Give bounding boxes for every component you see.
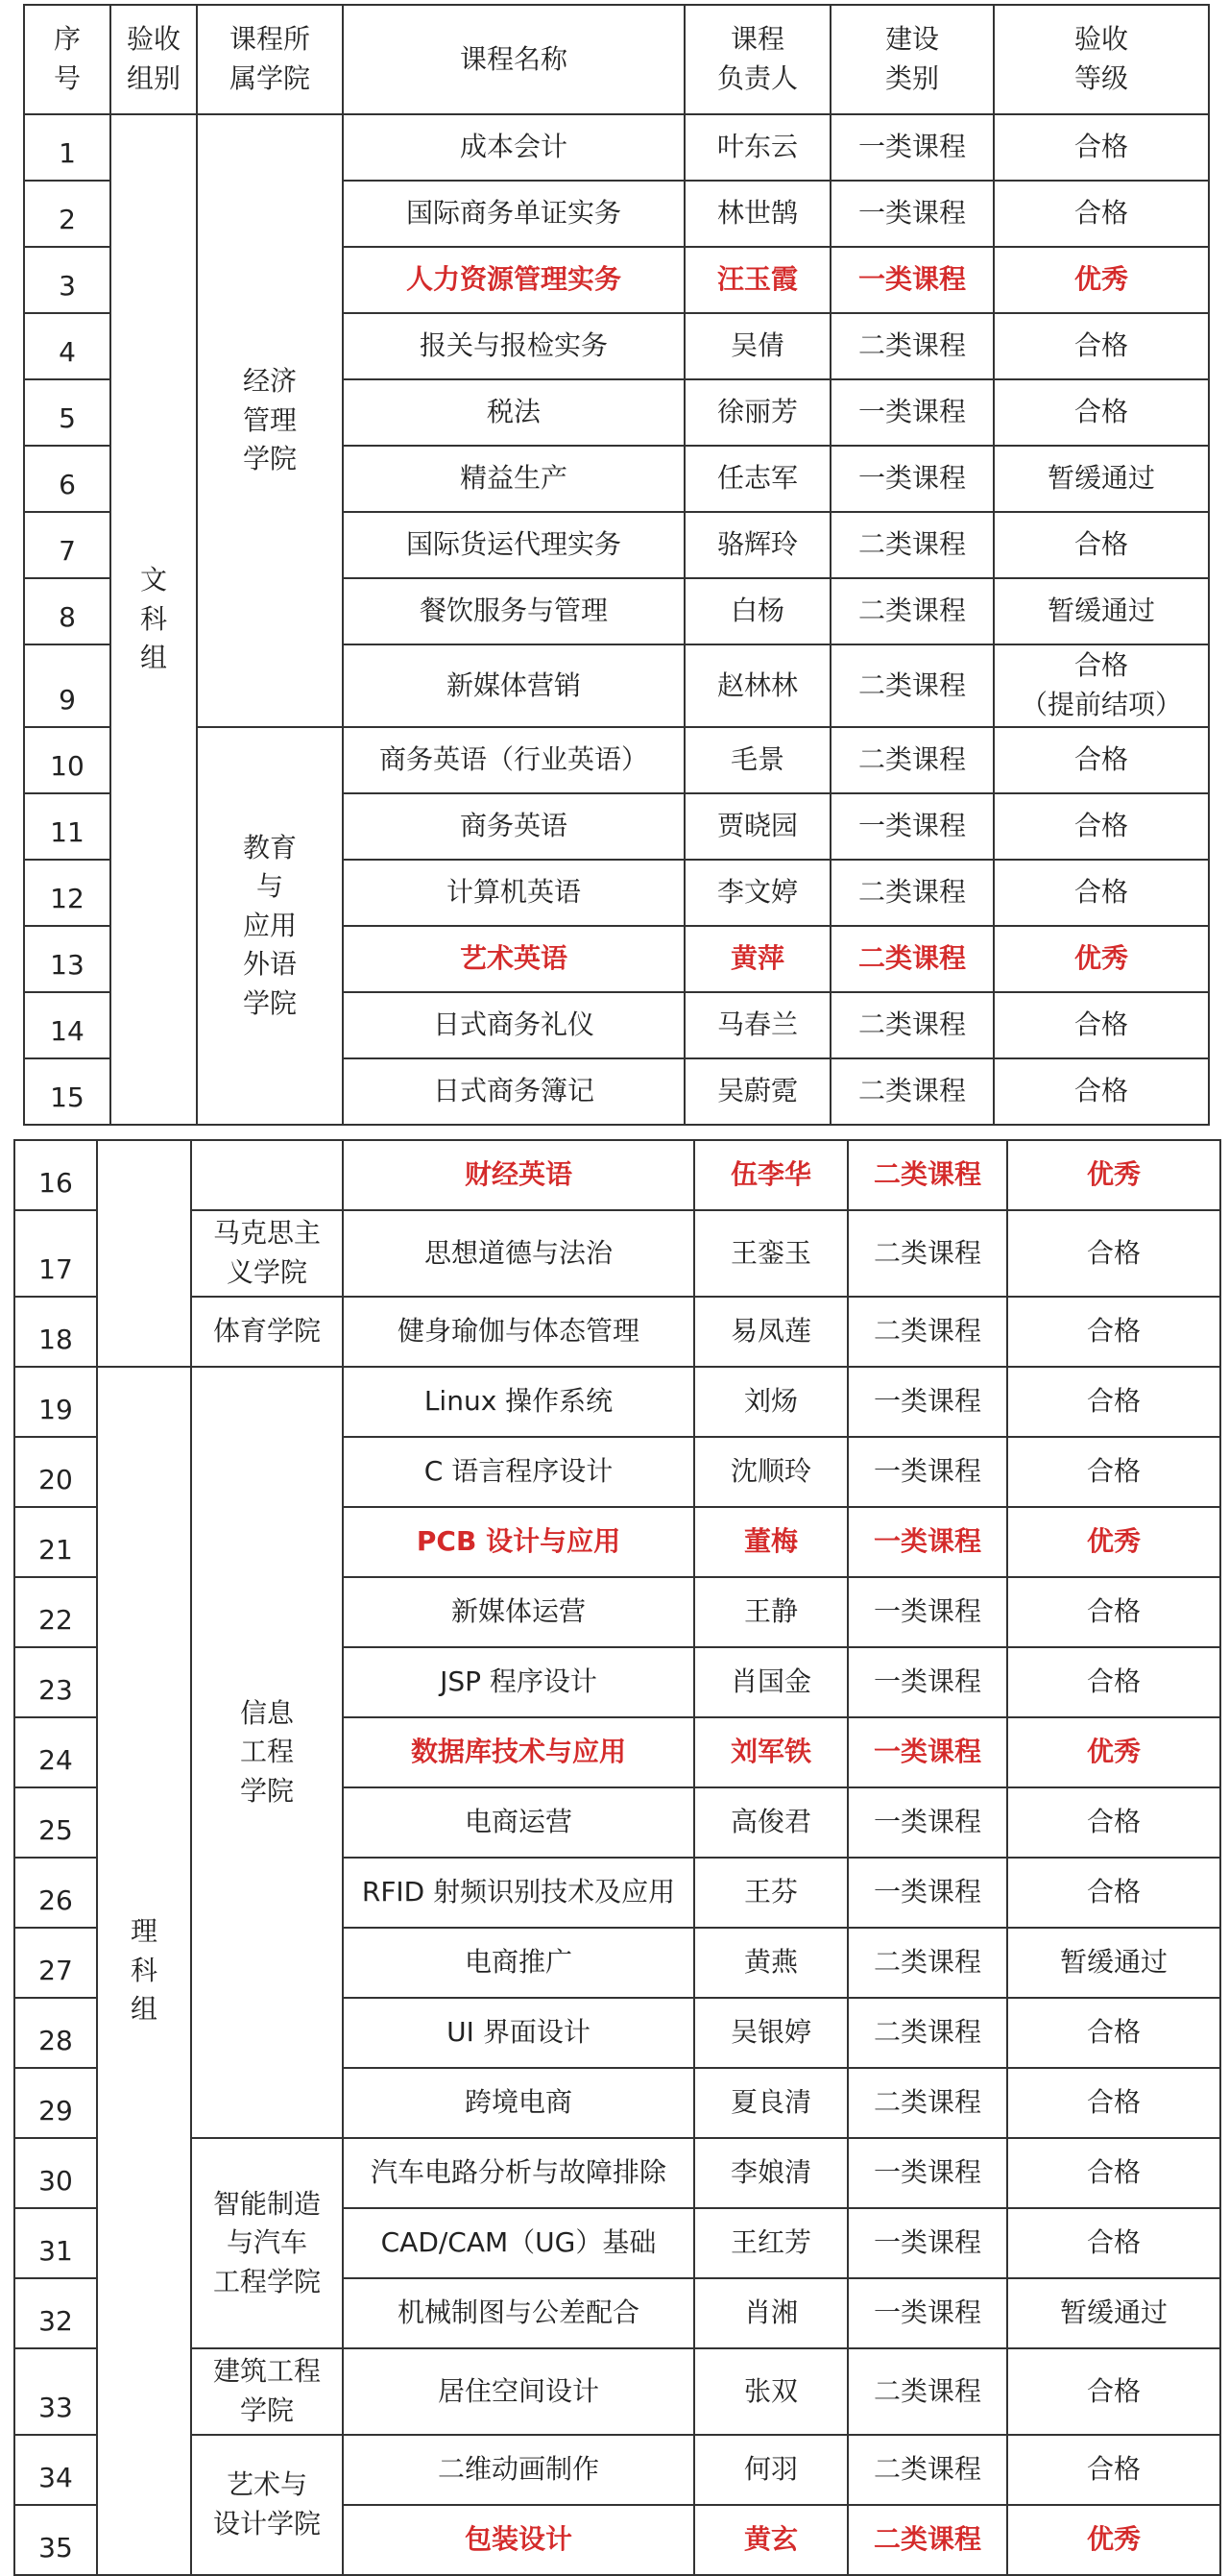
row-number: 3 [24,247,110,313]
course-owner: 王銮玉 [694,1210,848,1297]
course-name: 二维动画制作 [343,2435,694,2505]
acceptance-grade: 优秀 [1007,1140,1220,1210]
course-owner: 夏良清 [694,2068,848,2138]
course-owner: 吴银婷 [694,1998,848,2068]
acceptance-grade: 合格 [1007,1367,1220,1437]
acceptance-grade: 合格 [994,379,1209,446]
row-number: 29 [14,2068,97,2138]
row-number: 27 [14,1928,97,1998]
row-number: 30 [14,2138,97,2208]
course-owner: 伍李华 [694,1140,848,1210]
course-name: 商务英语 [343,793,685,860]
row-number: 13 [24,926,110,992]
acceptance-grade: 合格 [1007,2348,1220,2435]
row-number: 31 [14,2208,97,2278]
row-number: 10 [24,727,110,793]
course-type: 二类课程 [848,2505,1007,2575]
course-type: 一类课程 [848,2138,1007,2208]
row-number: 35 [14,2505,97,2575]
row-number: 4 [24,313,110,379]
acceptance-grade: 优秀 [1007,1717,1220,1787]
acceptance-grade: 合格 [994,181,1209,247]
acceptance-grade: 暂缓通过 [994,446,1209,512]
table-row [14,2435,1220,2505]
row-number: 19 [14,1367,97,1437]
row-number: 9 [24,644,110,727]
row-number: 1 [24,114,110,181]
course-type: 一类课程 [848,2208,1007,2278]
course-type: 二类课程 [831,578,994,644]
course-type: 一类课程 [831,247,994,313]
course-name: 报关与报检实务 [343,313,685,379]
course-type: 二类课程 [831,926,994,992]
table-row [14,2138,1220,2208]
course-type: 二类课程 [848,2068,1007,2138]
header-owner: 课程 负责人 [685,5,831,114]
row-number: 5 [24,379,110,446]
acceptance-grade: 合格 [994,1058,1209,1125]
course-owner: 沈顺玲 [694,1437,848,1507]
row-number: 23 [14,1647,97,1717]
group-cell-wenke: 文 科 组 [110,114,197,1125]
course-owner: 黄燕 [694,1928,848,1998]
course-owner: 董梅 [694,1507,848,1577]
course-owner: 吴倩 [685,313,831,379]
row-number: 28 [14,1998,97,2068]
row-number: 15 [24,1058,110,1125]
header-group: 验收 组别 [110,5,197,114]
course-type: 一类课程 [848,1437,1007,1507]
acceptance-grade: 合格 [994,727,1209,793]
course-owner: 黄萍 [685,926,831,992]
acceptance-grade: 合格 [994,313,1209,379]
course-name: C 语言程序设计 [343,1437,694,1507]
course-owner: 叶东云 [685,114,831,181]
row-number: 11 [24,793,110,860]
course-type: 一类课程 [848,1858,1007,1928]
acceptance-grade: 合格 [1007,1577,1220,1647]
college-cell-jianzhu: 建筑工程 学院 [191,2348,343,2435]
college-cell-zhineng: 智能制造 与汽车 工程学院 [191,2138,343,2348]
course-name: 国际货运代理实务 [343,512,685,578]
course-name: 商务英语（行业英语） [343,727,685,793]
course-name: 日式商务簿记 [343,1058,685,1125]
group-cell-like: 理 科 组 [97,1367,191,2575]
course-owner: 马春兰 [685,992,831,1058]
acceptance-grade: 合格 [1007,2435,1220,2505]
acceptance-grade: 合格 [1007,1647,1220,1717]
course-type: 二类课程 [831,512,994,578]
course-type: 一类课程 [831,181,994,247]
row-number: 16 [14,1140,97,1210]
course-owner: 贾晓园 [685,793,831,860]
group-cell-blank [97,1140,191,1367]
course-name: UI 界面设计 [343,1998,694,2068]
acceptance-grade: 暂缓通过 [994,578,1209,644]
course-name: 日式商务礼仪 [343,992,685,1058]
table-row [14,1367,1220,1437]
course-name: 餐饮服务与管理 [343,578,685,644]
course-name: 人力资源管理实务 [343,247,685,313]
course-type: 一类课程 [848,1577,1007,1647]
course-owner: 易凤莲 [694,1297,848,1367]
course-owner: 林世鹄 [685,181,831,247]
course-name: PCB 设计与应用 [343,1507,694,1577]
course-name: 居住空间设计 [343,2348,694,2435]
course-type: 二类课程 [831,644,994,727]
course-owner: 刘军铁 [694,1717,848,1787]
course-name: 新媒体营销 [343,644,685,727]
course-name: 税法 [343,379,685,446]
row-number: 22 [14,1577,97,1647]
course-type: 二类课程 [848,1210,1007,1297]
course-name: Linux 操作系统 [343,1367,694,1437]
course-owner: 李文婷 [685,860,831,926]
course-name: CAD/CAM（UG）基础 [343,2208,694,2278]
course-type: 一类课程 [848,1787,1007,1858]
row-number: 26 [14,1858,97,1928]
course-name: 电商推广 [343,1928,694,1998]
row-number: 20 [14,1437,97,1507]
row-number: 17 [14,1210,97,1297]
acceptance-grade: 暂缓通过 [1007,1928,1220,1998]
row-number: 14 [24,992,110,1058]
row-number: 24 [14,1717,97,1787]
acceptance-grade: 合格 （提前结项） [994,644,1209,727]
row-number: 12 [24,860,110,926]
course-name: 汽车电路分析与故障排除 [343,2138,694,2208]
course-owner: 高俊君 [694,1787,848,1858]
course-name: 新媒体运营 [343,1577,694,1647]
row-number: 25 [14,1787,97,1858]
course-owner: 黄玄 [694,2505,848,2575]
acceptance-grade: 优秀 [994,247,1209,313]
course-type: 一类课程 [831,379,994,446]
course-name: JSP 程序设计 [343,1647,694,1717]
course-owner: 徐丽芳 [685,379,831,446]
course-type: 二类课程 [831,313,994,379]
course-owner: 吴蔚霓 [685,1058,831,1125]
acceptance-grade: 合格 [1007,1210,1220,1297]
table-row [14,1210,1220,1297]
course-type: 二类课程 [848,2348,1007,2435]
course-owner: 王静 [694,1577,848,1647]
header-no: 序 号 [24,5,110,114]
acceptance-grade: 优秀 [1007,2505,1220,2575]
header-college: 课程所 属学院 [197,5,343,114]
course-owner: 白杨 [685,578,831,644]
course-type: 二类课程 [848,1928,1007,1998]
acceptance-grade: 暂缓通过 [1007,2278,1220,2348]
course-type: 二类课程 [831,992,994,1058]
acceptance-grade: 合格 [994,793,1209,860]
row-number: 34 [14,2435,97,2505]
acceptance-grade: 合格 [1007,2138,1220,2208]
course-owner: 赵林林 [685,644,831,727]
college-cell-yishu: 艺术与 设计学院 [191,2435,343,2575]
course-type: 二类课程 [848,1297,1007,1367]
course-type: 一类课程 [848,1507,1007,1577]
header-course: 课程名称 [343,5,685,114]
course-owner: 骆辉玲 [685,512,831,578]
course-type: 一类课程 [848,2278,1007,2348]
acceptance-grade: 优秀 [1007,1507,1220,1577]
table-row [24,114,1209,181]
course-type: 一类课程 [831,114,994,181]
course-owner: 王芬 [694,1858,848,1928]
course-owner: 汪玉霞 [685,247,831,313]
college-cell-tiyu: 体育学院 [191,1297,343,1367]
row-number: 33 [14,2348,97,2435]
course-name: 艺术英语 [343,926,685,992]
acceptance-grade: 合格 [994,114,1209,181]
course-type: 一类课程 [848,1647,1007,1717]
acceptance-grade: 合格 [1007,2068,1220,2138]
college-cell-xinxi: 信息 工程 学院 [191,1367,343,2138]
course-type: 二类课程 [848,2435,1007,2505]
course-name: 国际商务单证实务 [343,181,685,247]
course-type: 二类课程 [831,727,994,793]
course-name: 财经英语 [343,1140,694,1210]
row-number: 18 [14,1297,97,1367]
table-row [14,1140,1220,1210]
course-owner: 张双 [694,2348,848,2435]
table-row [24,727,1209,793]
course-owner: 何羽 [694,2435,848,2505]
acceptance-grade: 合格 [1007,1437,1220,1507]
course-name: 数据库技术与应用 [343,1717,694,1787]
acceptance-grade: 优秀 [994,926,1209,992]
course-name: 思想道德与法治 [343,1210,694,1297]
course-owner: 任志军 [685,446,831,512]
acceptance-grade: 合格 [994,860,1209,926]
acceptance-grade: 合格 [994,512,1209,578]
acceptance-grade: 合格 [1007,1998,1220,2068]
course-name: 成本会计 [343,114,685,181]
course-name: 包装设计 [343,2505,694,2575]
acceptance-grade: 合格 [1007,2208,1220,2278]
course-owner: 肖湘 [694,2278,848,2348]
acceptance-grade: 合格 [1007,1787,1220,1858]
row-number: 6 [24,446,110,512]
acceptance-grade: 合格 [994,992,1209,1058]
course-name: 电商运营 [343,1787,694,1858]
course-type: 一类课程 [848,1367,1007,1437]
table-row [14,2348,1220,2435]
header-type: 建设 类别 [831,5,994,114]
acceptance-table-part-2 [13,1139,1221,2576]
course-type: 一类课程 [831,446,994,512]
course-owner: 毛景 [685,727,831,793]
row-number: 7 [24,512,110,578]
header-grade: 验收 等级 [994,5,1209,114]
college-cell-jingji: 经济 管理 学院 [197,114,343,727]
course-name: 跨境电商 [343,2068,694,2138]
college-cell-blank [191,1140,343,1210]
college-cell-makesi: 马克思主 义学院 [191,1210,343,1297]
table-header-row [24,5,1209,114]
course-type: 二类课程 [831,860,994,926]
row-number: 21 [14,1507,97,1577]
course-owner: 刘炀 [694,1367,848,1437]
course-owner: 王红芳 [694,2208,848,2278]
course-type: 二类课程 [848,1998,1007,2068]
college-cell-jiaoyu: 教育 与 应用 外语 学院 [197,727,343,1125]
course-name: 精益生产 [343,446,685,512]
course-owner: 肖国金 [694,1647,848,1717]
course-type: 二类课程 [848,1140,1007,1210]
row-number: 8 [24,578,110,644]
acceptance-grade: 合格 [1007,1297,1220,1367]
row-number: 2 [24,181,110,247]
course-type: 二类课程 [831,1058,994,1125]
course-name: 健身瑜伽与体态管理 [343,1297,694,1367]
table-row [14,1297,1220,1367]
row-number: 32 [14,2278,97,2348]
course-name: 机械制图与公差配合 [343,2278,694,2348]
course-name: RFID 射频识别技术及应用 [343,1858,694,1928]
course-type: 一类课程 [831,793,994,860]
course-owner: 李娘清 [694,2138,848,2208]
course-type: 一类课程 [848,1717,1007,1787]
acceptance-grade: 合格 [1007,1858,1220,1928]
course-name: 计算机英语 [343,860,685,926]
acceptance-table-part-1 [23,4,1210,1126]
